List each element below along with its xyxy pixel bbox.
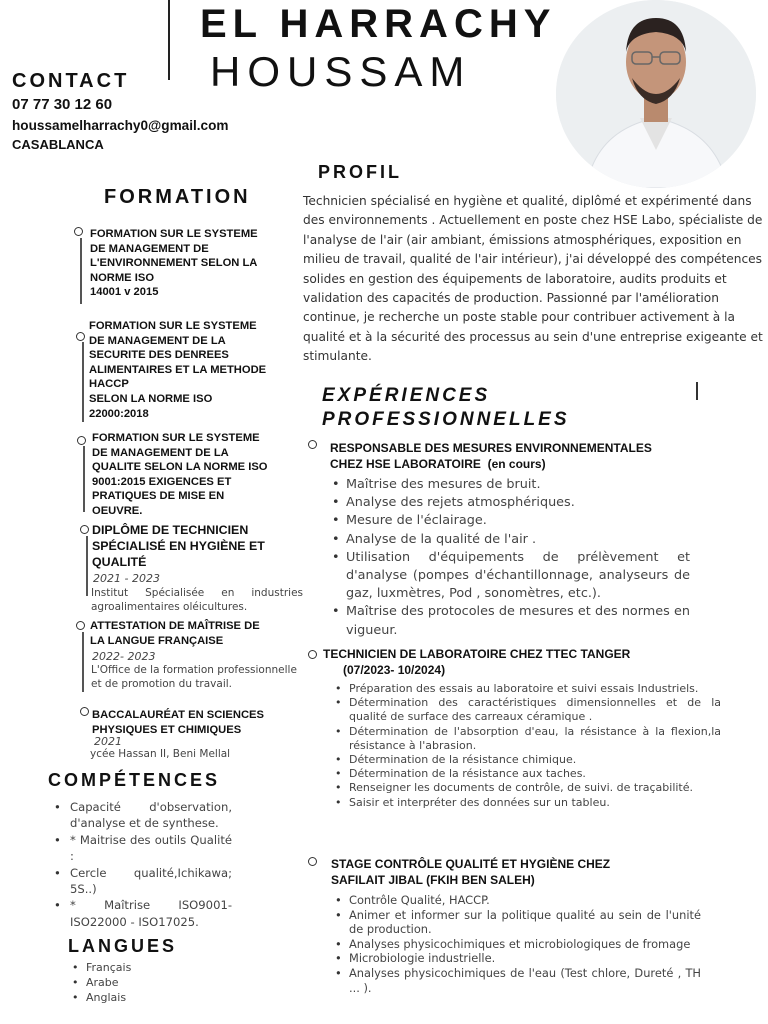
list-item: • Analyse des rejets atmosphériques.: [330, 494, 690, 512]
list-item: • Animer et informer sur la politique qualité au sein de l'unité de production.: [333, 908, 701, 937]
timeline-line: [82, 632, 84, 692]
timeline-line: [80, 238, 82, 304]
list-item: • * Maitrise des outils Qualité :: [52, 832, 232, 865]
list-item: • Français: [70, 961, 190, 976]
job-title: TECHNICIEN DE LABORATOIRE CHEZ TTEC TANGER (07/2023- 10/2024): [323, 647, 631, 677]
list-item: • Détermination des caractéristiques dimensionnelles et de la qualité de surface des carreaux céramique .: [333, 696, 721, 724]
formation-item: FORMATION SUR LE SYSTEME DE MANAGEMENT DE L'ENVIRONNEMENT SELON LA NORME ISO 14001 v 2015: [90, 228, 258, 299]
first-name: HOUSSAM: [210, 48, 472, 95]
timeline-line: [82, 342, 84, 422]
job-dot: [308, 857, 317, 866]
list-item: • Saisir et interpréter des données sur un tableu.: [333, 796, 721, 810]
list-item: • Arabe: [70, 976, 190, 991]
formation-school: Institut Spécialisée en industries agroalimentaires oléicultures.: [91, 587, 303, 613]
list-item: • Capacité d'observation, d'analyse et de synthese.: [52, 799, 232, 832]
contact-heading: CONTACT: [12, 70, 130, 92]
formation-heading: FORMATION: [104, 186, 251, 208]
formation-item: DIPLÔME DE TECHNICIEN SPÉCIALISÉ EN HYGIÈNE ET QUALITÉ: [92, 523, 265, 569]
experiences-heading: EXPÉRIENCES PROFESSIONNELLES: [322, 385, 570, 430]
header-divider: [168, 0, 170, 80]
list-item: • Analyses physicochimiques de l'eau (Test chlore, Dureté , TH ... ).: [333, 966, 701, 995]
formation-school: L'Office de la formation professionnelle et de promotion du travail.: [91, 664, 297, 690]
formation-item: FORMATION SUR LE SYSTEME DE MANAGEMENT DE LA SECURITE DES DENREES ALIMENTAIRES ET LA METHODE HACCP SELON LA NORME ISO 22000:2018: [89, 320, 267, 420]
formation-school: ycée Hassan II, Beni Mellal: [90, 748, 231, 760]
formation-year: 2021 - 2023: [93, 572, 160, 585]
job-tasks: [333, 682, 721, 810]
list-item: • Détermination de la résistance aux taches.: [333, 767, 721, 781]
list-item: • Analyses physicochimiques et microbiologiques de fromage: [333, 937, 701, 952]
job-dot: [308, 650, 317, 659]
list-item: • Utilisation d'équipements de prélèvement et d'analyse (pompes d'échantillonnage, analyseurs de gaz, luxmètres, Pod , sonomètres, etc.).: [330, 549, 690, 604]
job-tasks: [333, 893, 701, 995]
list-item: • Détermination de la résistance chimique.: [333, 753, 721, 767]
timeline-dot: [77, 436, 86, 445]
list-item: • Microbiologie industrielle.: [333, 951, 701, 966]
profil-text: Technicien spécialisé en hygiène et qualité, diplômé et expérimenté dans des environnements . Actuellement en poste chez HSE Labo, spécialiste de l'analyse de l'air (air ambiant, émissions atmosphériques, exposition en milieu de travail, qualité de l'air intérieur), j'ai développé des compétences solides en gestion des équipements de laboratoire, audits produits et validation des capacités de production. Passionné par l'amélioration continue, je recherche un poste stable pour contribuer activement à la qualité et à la sécurité des processus au sein d'une entreprise exigeante et stimulante.: [303, 194, 763, 364]
list-item: • Maîtrise des protocoles de mesures et des normes en vigueur.: [330, 603, 690, 639]
competences-heading: COMPÉTENCES: [48, 770, 221, 790]
list-item: • Détermination de l'absorption d'eau, la résistance à la flexion,la résistance à l'abrasion.: [333, 725, 721, 753]
list-item: • Contrôle Qualité, HACCP.: [333, 893, 701, 908]
formation-item: ATTESTATION DE MAÎTRISE DE LA LANGUE FRANÇAISE: [90, 620, 260, 647]
timeline-line: [83, 446, 85, 512]
timeline-dot: [76, 621, 85, 630]
list-item: • Analyse de la qualité de l'air .: [330, 531, 690, 549]
contact-email[interactable]: houssamelharrachy0@gmail.com: [12, 118, 229, 133]
contact-phone: 07 77 30 12 60: [12, 96, 113, 113]
list-item: • Cercle qualité,Ichikawa; 5S..): [52, 865, 232, 898]
person-portrait-icon: [556, 0, 756, 188]
competences-list: [52, 799, 232, 930]
profil-heading: PROFIL: [318, 162, 402, 182]
timeline-dot: [76, 332, 85, 341]
langues-heading: LANGUES: [68, 936, 178, 956]
list-item: • Renseigner les documents de contrôle, de suivi. de traçabilité.: [333, 781, 721, 795]
last-name: EL HARRACHY: [200, 2, 557, 46]
timeline-dot: [80, 707, 89, 716]
formation-item: FORMATION SUR LE SYSTEME DE MANAGEMENT DE LA QUALITE SELON LA NORME ISO 9001:2015 EXIGENCES ET PRATIQUES DE MISE EN OEUVRE.: [92, 432, 268, 517]
timeline-dot: [80, 525, 89, 534]
list-item: • Mesure de l'éclairage.: [330, 512, 690, 530]
job-tasks: [330, 476, 690, 640]
list-item: • Anglais: [70, 991, 190, 1006]
contact-city: CASABLANCA: [12, 137, 104, 152]
list-item: • Maîtrise des mesures de bruit.: [330, 476, 690, 494]
job-status: (en cours): [487, 457, 546, 471]
experiences-divider: [696, 382, 698, 400]
profile-photo: [556, 0, 756, 188]
timeline-line: [86, 536, 88, 596]
job-title: RESPONSABLE DES MESURES ENVIRONNEMENTALES CHEZ HSE LABORATOIRE (en cours): [330, 441, 652, 471]
langues-list: [70, 961, 190, 1005]
job-dot: [308, 440, 317, 449]
list-item: • * Maîtrise ISO9001- ISO22000 - ISO17025.: [52, 897, 232, 930]
formation-item: BACCALAURÉAT EN SCIENCES PHYSIQUES ET CHIMIQUES: [92, 709, 264, 736]
formation-year: 2022- 2023: [92, 650, 156, 663]
job-title: STAGE CONTRÔLE QUALITÉ ET HYGIÈNE CHEZ SAFILAIT JIBAL (FKIH BEN SALEH): [331, 857, 611, 887]
timeline-dot: [74, 227, 83, 236]
formation-year: 2021: [94, 735, 122, 748]
list-item: • Préparation des essais au laboratoire et suivi essais Industriels.: [333, 682, 721, 696]
